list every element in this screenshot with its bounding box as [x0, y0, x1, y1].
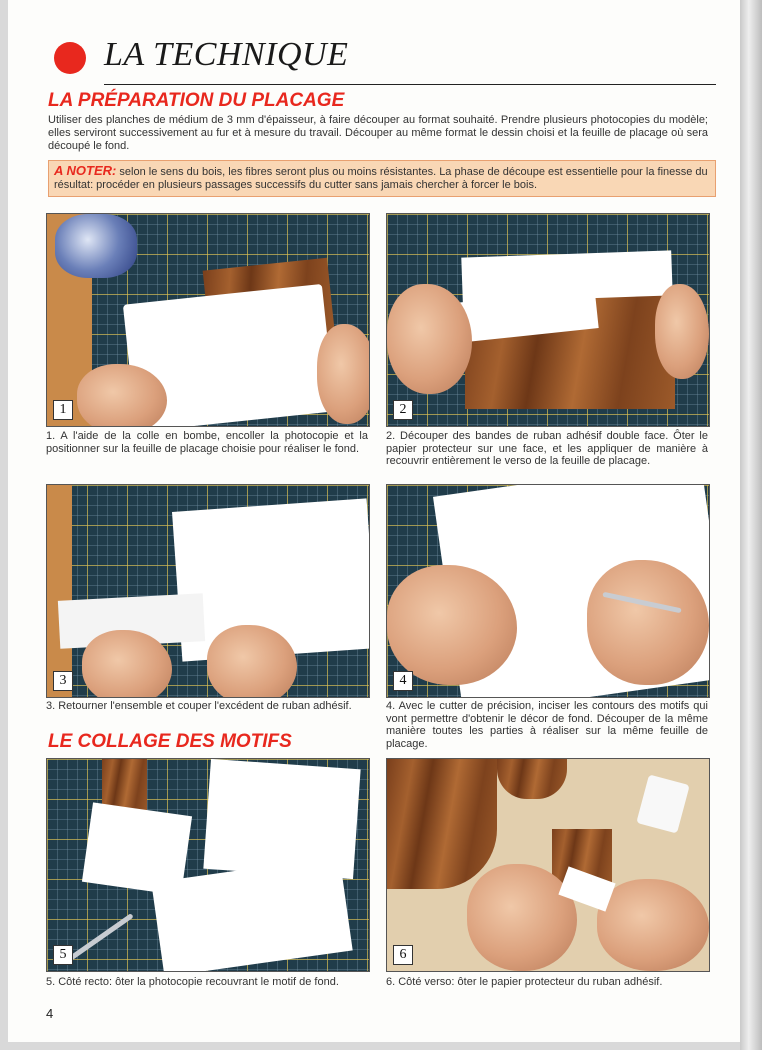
note-text: selon le sens du bois, les fibres seront plus ou moins résistantes. La phase de découpe est essentielle pour la finesse du résultat: procéder en plusieurs passages successifs du cutter sans jamais chercher à forcer le bois.: [54, 166, 708, 191]
caption-step-1: 1. A l'aide de la colle en bombe, encoller la photocopie et la positionner sur la feuille de placage choisie pour réaliser le fond.: [46, 430, 368, 455]
spray-can-icon: [55, 214, 137, 278]
title-divider: [104, 84, 716, 85]
photo-step-6: [386, 758, 710, 972]
photo-step-3: [46, 484, 370, 698]
note-box: [48, 160, 716, 197]
caption-step-3: 3. Retourner l'ensemble et couper l'excédent de ruban adhésif.: [46, 700, 352, 712]
page-title: LA TECHNIQUE: [104, 36, 349, 73]
section-title-preparation: LA PRÉPARATION DU PLACAGE: [48, 90, 345, 111]
photo-step-5: [46, 758, 370, 972]
page-edge: [740, 0, 762, 1050]
photo-step-2: [386, 213, 710, 427]
step-number: 5: [53, 945, 73, 965]
step-number: 1: [53, 400, 73, 420]
caption-step-4: 4. Avec le cutter de précision, inciser les contours des motifs qui vont permettre d'obtenir le décor de fond. Découper de la même manière toutes les parties à réaliser sur la même feuille de placage.: [386, 700, 708, 750]
step-number: 4: [393, 671, 413, 691]
step-number: 3: [53, 671, 73, 691]
step-number: 6: [393, 945, 413, 965]
intro-paragraph: Utiliser des planches de médium de 3 mm d'épaisseur, à faire découper au format souhaité. Prendre plusieurs photocopies du modèle; elles serviront successivement au fur et à mesure du travail. Découper au même format le dessin choisi et la feuille de placage où sera découpé le fond.: [48, 114, 708, 152]
photo-step-1: [46, 213, 370, 427]
caption-step-6: 6. Côté verso: ôter le papier protecteur du ruban adhésif.: [386, 976, 663, 988]
document-page: [8, 0, 740, 1042]
red-bullet-icon: [54, 42, 86, 74]
section-title-collage: LE COLLAGE DES MOTIFS: [48, 731, 292, 752]
caption-step-2: 2. Découper des bandes de ruban adhésif double face. Ôter le papier protecteur sur une face, et les appliquer de manière à recouvrir entièrement le verso de la feuille de placage.: [386, 430, 708, 467]
step-number: 2: [393, 400, 413, 420]
caption-step-5: 5. Côté recto: ôter la photocopie recouvrant le motif de fond.: [46, 976, 339, 988]
page-number: 4: [46, 1006, 54, 1021]
note-label: A NOTER:: [54, 163, 117, 178]
photo-step-4: [386, 484, 710, 698]
